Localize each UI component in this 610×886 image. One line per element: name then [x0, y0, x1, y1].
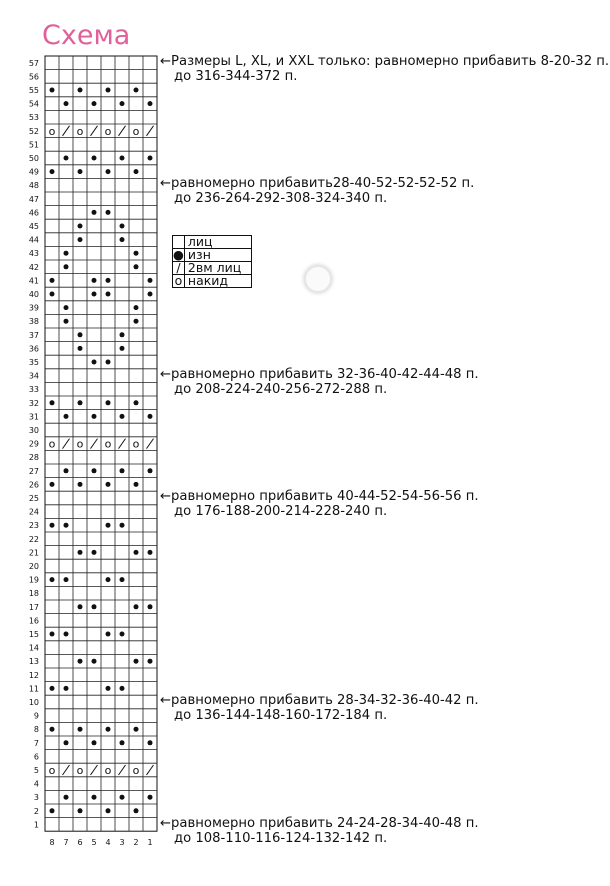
purl-dot — [64, 251, 69, 256]
purl-dot — [64, 305, 69, 310]
legend-symbol: / — [173, 262, 185, 275]
purl-dot — [106, 360, 111, 365]
k2tog-symbol — [119, 126, 126, 136]
purl-dot — [92, 101, 97, 106]
row-number: 48 — [28, 181, 39, 191]
purl-dot — [50, 400, 55, 405]
purl-dot — [92, 468, 97, 473]
purl-dot — [50, 808, 55, 813]
purl-dot — [134, 808, 139, 813]
purl-dot — [134, 264, 139, 269]
purl-dot — [64, 577, 69, 582]
yarn-over-symbol: o — [48, 764, 56, 777]
instruction-note — [160, 693, 479, 723]
row-number: 56 — [28, 72, 39, 82]
purl-dot — [78, 482, 83, 487]
purl-dot — [92, 292, 97, 297]
row-number: 44 — [28, 235, 39, 245]
yarn-over-symbol: o — [76, 124, 84, 138]
purl-dot — [120, 686, 125, 691]
row-number: 21 — [28, 548, 39, 558]
legend-symbol: o — [173, 275, 185, 288]
purl-dot — [106, 632, 111, 637]
row-number: 4 — [33, 779, 39, 789]
column-number: 2 — [133, 838, 139, 848]
legend-label: 2вм лиц — [184, 262, 251, 275]
purl-dot — [92, 740, 97, 745]
purl-dot — [50, 727, 55, 732]
yarn-over-symbol: o — [104, 124, 112, 138]
row-number: 15 — [28, 630, 39, 639]
k2tog-symbol — [147, 126, 154, 136]
purl-dot — [148, 659, 153, 664]
instruction-line: до 316-344-372 п. — [174, 69, 298, 84]
purl-dot — [148, 414, 153, 419]
purl-dot — [64, 156, 69, 161]
purl-dot — [120, 632, 125, 637]
purl-dot — [148, 604, 153, 609]
purl-dot — [50, 482, 55, 487]
purl-dot — [92, 278, 97, 283]
row-number: 40 — [28, 290, 39, 299]
purl-dot — [148, 101, 153, 106]
row-number: 28 — [28, 453, 39, 463]
purl-dot — [120, 523, 125, 528]
k2tog-symbol — [147, 439, 154, 449]
purl-dot — [134, 305, 139, 310]
instruction-note — [160, 54, 609, 84]
instruction-line: до 108-110-116-124-132-142 п. — [174, 830, 388, 846]
cursor-indicator — [304, 265, 332, 293]
row-number: 51 — [28, 140, 39, 150]
row-number: 55 — [28, 86, 39, 95]
purl-dot — [134, 550, 139, 555]
purl-dot — [120, 795, 125, 800]
yarn-over-symbol: o — [48, 124, 56, 138]
row-number: 20 — [28, 562, 39, 571]
purl-dot — [120, 156, 125, 161]
purl-dot — [106, 169, 111, 174]
purl-dot — [78, 604, 83, 609]
purl-dot — [78, 808, 83, 813]
purl-dot — [134, 169, 139, 174]
row-number: 43 — [28, 249, 39, 259]
row-number: 25 — [28, 494, 39, 503]
k2tog-symbol — [91, 126, 98, 136]
purl-dot — [120, 577, 125, 582]
purl-dot — [78, 237, 83, 242]
purl-dot — [64, 414, 69, 419]
row-number: 39 — [28, 303, 39, 313]
purl-dot — [120, 414, 125, 419]
instruction-line: до 136-144-148-160-172-184 п. — [174, 708, 388, 724]
purl-dot — [50, 686, 55, 691]
purl-dot — [50, 88, 55, 93]
row-number: 1 — [33, 820, 39, 830]
instruction-line: ←равномерно прибавить 24-24-28-34-40-48 п. — [160, 815, 479, 831]
purl-dot — [50, 278, 55, 283]
purl-dot — [106, 686, 111, 691]
row-number: 41 — [28, 276, 39, 286]
purl-dot — [148, 795, 153, 800]
column-number: 7 — [63, 838, 69, 848]
legend-symbol: ● — [173, 247, 184, 262]
row-number: 8 — [33, 725, 39, 735]
row-number: 19 — [28, 575, 39, 585]
instruction-line: ←Размеры L, XL, и XXL только: равномерно прибавить 8-20-32 п. — [160, 54, 610, 69]
purl-dot — [148, 156, 153, 161]
purl-dot — [106, 278, 111, 283]
purl-dot — [92, 360, 97, 365]
purl-dot — [134, 727, 139, 732]
purl-dot — [134, 251, 139, 256]
instruction-line: до 176-188-200-214-228-240 п. — [174, 504, 388, 520]
legend-label: лиц — [184, 236, 251, 249]
row-number: 29 — [28, 439, 39, 449]
purl-dot — [120, 468, 125, 473]
purl-dot — [120, 740, 125, 745]
purl-dot — [148, 550, 153, 555]
purl-dot — [106, 727, 111, 732]
row-number: 34 — [28, 371, 39, 381]
purl-dot — [64, 795, 69, 800]
purl-dot — [78, 550, 83, 555]
purl-dot — [106, 482, 111, 487]
purl-dot — [64, 319, 69, 324]
row-number: 42 — [28, 262, 39, 272]
purl-dot — [50, 292, 55, 297]
purl-dot — [134, 659, 139, 664]
purl-dot — [134, 88, 139, 93]
row-number: 18 — [28, 589, 39, 599]
row-number: 13 — [28, 657, 39, 667]
row-number: 49 — [28, 167, 39, 177]
purl-dot — [148, 740, 153, 745]
row-number: 5 — [33, 766, 39, 775]
column-number: 5 — [91, 838, 97, 848]
purl-dot — [106, 88, 111, 93]
row-number: 53 — [28, 113, 39, 123]
instruction-note — [160, 816, 479, 846]
instruction-line: ←равномерно прибавить 32-36-40-42-44-48 п. — [160, 366, 479, 382]
purl-dot — [50, 577, 55, 582]
instruction-line: до 208-224-240-256-272-288 п. — [174, 381, 388, 397]
purl-dot — [64, 632, 69, 637]
row-number: 10 — [28, 698, 39, 707]
yarn-over-symbol: o — [76, 437, 84, 451]
purl-dot — [78, 88, 83, 93]
purl-dot — [134, 400, 139, 405]
yarn-over-symbol: o — [76, 764, 84, 777]
purl-dot — [50, 169, 55, 174]
row-number: 38 — [28, 317, 39, 327]
purl-dot — [50, 632, 55, 637]
row-number: 26 — [28, 480, 39, 490]
purl-dot — [92, 210, 97, 215]
row-number: 50 — [28, 154, 39, 163]
purl-dot — [78, 169, 83, 174]
column-number: 4 — [105, 838, 111, 848]
row-number: 2 — [33, 806, 39, 816]
row-number: 22 — [28, 534, 39, 544]
instruction-note — [160, 367, 479, 397]
yarn-over-symbol: o — [132, 764, 140, 777]
row-number: 11 — [28, 684, 39, 694]
row-number: 9 — [33, 711, 39, 721]
row-number: 36 — [28, 344, 39, 354]
instruction-line: ←равномерно прибавить 40-44-52-54-56-56 п. — [160, 489, 479, 505]
purl-dot — [148, 468, 153, 473]
yarn-over-symbol: o — [132, 437, 140, 451]
instruction-line: ←равномерно прибавить28-40-52-52-52-52 п. — [160, 176, 475, 192]
purl-dot — [134, 482, 139, 487]
column-number: 8 — [49, 838, 55, 848]
row-number: 7 — [33, 738, 39, 748]
purl-dot — [64, 264, 69, 269]
row-number: 35 — [28, 358, 39, 367]
purl-dot — [92, 550, 97, 555]
row-number: 24 — [28, 507, 39, 517]
k2tog-symbol — [63, 126, 70, 136]
instruction-line: до 236-264-292-308-324-340 п. — [174, 191, 388, 207]
purl-dot — [120, 224, 125, 229]
purl-dot — [78, 659, 83, 664]
k2tog-symbol — [119, 439, 126, 449]
row-number: 30 — [28, 426, 39, 435]
legend-row — [173, 236, 252, 249]
chart-legend — [172, 235, 252, 288]
k2tog-symbol — [119, 765, 126, 775]
instruction-note — [160, 176, 474, 206]
purl-dot — [148, 292, 153, 297]
row-number: 37 — [28, 330, 39, 340]
k2tog-symbol — [147, 765, 154, 775]
row-number: 33 — [28, 385, 39, 395]
purl-dot — [78, 332, 83, 337]
row-number: 17 — [28, 602, 39, 612]
legend-label: накид — [184, 275, 251, 288]
purl-dot — [64, 468, 69, 473]
row-number: 31 — [28, 412, 39, 422]
purl-dot — [106, 292, 111, 297]
purl-dot — [106, 400, 111, 405]
yarn-over-symbol: o — [104, 437, 112, 451]
purl-dot — [106, 577, 111, 582]
column-number: 3 — [119, 838, 125, 848]
purl-dot — [120, 332, 125, 337]
purl-dot — [64, 523, 69, 528]
instruction-line: ←равномерно прибавить 28-34-32-36-40-42 п. — [160, 693, 479, 709]
row-number: 52 — [28, 126, 39, 136]
legend-label: изн — [184, 249, 251, 262]
purl-dot — [64, 101, 69, 106]
k2tog-symbol — [91, 765, 98, 775]
purl-dot — [78, 346, 83, 351]
row-number: 12 — [28, 670, 39, 680]
column-number: 6 — [77, 838, 83, 848]
purl-dot — [78, 727, 83, 732]
purl-dot — [134, 604, 139, 609]
legend-row — [173, 275, 252, 288]
row-number: 23 — [28, 521, 39, 531]
purl-dot — [120, 101, 125, 106]
purl-dot — [92, 604, 97, 609]
row-number: 6 — [33, 752, 39, 762]
k2tog-symbol — [91, 439, 98, 449]
row-number: 45 — [28, 222, 39, 231]
purl-dot — [106, 210, 111, 215]
instruction-note — [160, 489, 479, 519]
purl-dot — [148, 278, 153, 283]
purl-dot — [64, 686, 69, 691]
purl-dot — [92, 659, 97, 664]
column-number: 1 — [147, 838, 153, 848]
row-number: 14 — [28, 643, 39, 653]
k2tog-symbol — [63, 765, 70, 775]
purl-dot — [106, 523, 111, 528]
purl-dot — [64, 740, 69, 745]
yarn-over-symbol: o — [132, 124, 140, 138]
purl-dot — [120, 237, 125, 242]
row-number: 47 — [28, 194, 39, 204]
row-number: 3 — [33, 793, 39, 803]
row-number: 16 — [28, 616, 39, 626]
purl-dot — [92, 414, 97, 419]
k2tog-symbol — [63, 439, 70, 449]
row-number: 57 — [28, 58, 39, 68]
purl-dot — [120, 346, 125, 351]
purl-dot — [92, 156, 97, 161]
row-number: 32 — [28, 398, 39, 408]
purl-dot — [50, 523, 55, 528]
yarn-over-symbol: o — [48, 437, 56, 451]
purl-dot — [134, 319, 139, 324]
row-number: 54 — [28, 99, 39, 109]
purl-dot — [106, 808, 111, 813]
yarn-over-symbol: o — [104, 764, 112, 777]
purl-dot — [92, 795, 97, 800]
purl-dot — [78, 224, 83, 229]
row-number: 27 — [28, 466, 39, 476]
purl-dot — [78, 400, 83, 405]
page-title: Схема — [42, 20, 131, 51]
row-number: 46 — [28, 208, 39, 218]
